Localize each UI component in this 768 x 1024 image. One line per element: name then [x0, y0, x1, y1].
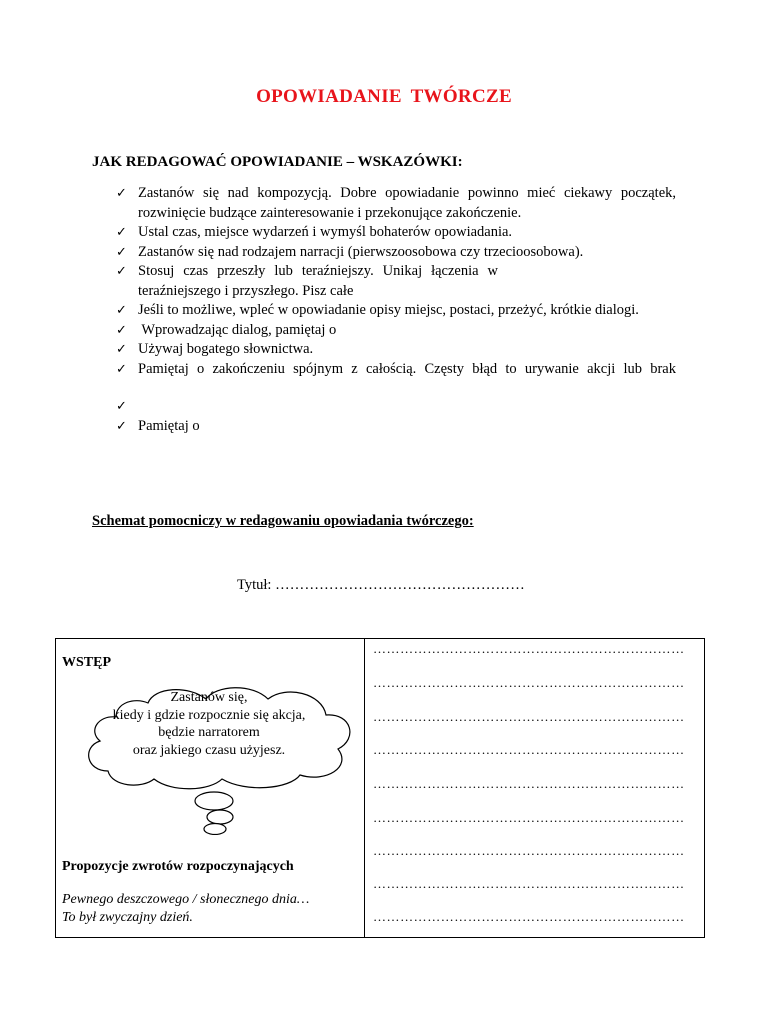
tip-item	[116, 321, 676, 341]
tip-item	[116, 360, 676, 380]
check-icon: ✓	[116, 361, 127, 377]
check-icon: ✓	[116, 418, 127, 434]
tips-list	[116, 184, 676, 436]
page-title: OPOWIADANIE TWÓRCZE	[256, 86, 512, 107]
check-icon: ✓	[116, 399, 127, 414]
tip-text: rozwinięcie budzące zainteresowanie i przekonujące zakończenie.	[138, 204, 522, 221]
writing-line[interactable]: ……………………………………………………………	[373, 843, 685, 858]
title-field[interactable]	[237, 577, 525, 594]
title-field-dots: ……………………………………………	[275, 577, 525, 593]
tip-text: Zastanów się nad rodzajem narracji (pierwszoosobowa czy trzecioosobowa).	[138, 243, 584, 260]
writing-line[interactable]: ……………………………………………………………	[373, 709, 685, 724]
tip-item	[116, 340, 676, 360]
writing-line[interactable]: ……………………………………………………………	[373, 776, 685, 791]
writing-area[interactable]	[365, 639, 704, 937]
cloud-text-line: kiedy i gdzie rozpocznie się akcja,	[112, 707, 306, 723]
tip-continuation	[116, 282, 676, 302]
writing-line[interactable]: ……………………………………………………………	[373, 909, 685, 924]
intro-section-box	[55, 638, 705, 938]
tip-text: Ustal czas, miejsce wydarzeń i wymyśl bohaterów opowiadania.	[138, 224, 513, 240]
tip-text: Jeśli to możliwe, wpleć w opowiadanie opisy miejsc, postaci, przeżyć, krótkie dialogi.	[138, 302, 639, 318]
tip-item	[116, 262, 498, 282]
tip-item	[116, 223, 676, 243]
writing-line[interactable]: ……………………………………………………………	[373, 641, 685, 656]
tip-item	[116, 301, 676, 321]
tip-text: Pamiętaj o zakończeniu spójnym z całością. Częsty błąd to urywanie akcji lub brak	[138, 360, 676, 377]
cloud-text-line: Zastanów się,	[170, 690, 248, 705]
tip-item	[116, 184, 676, 204]
tip-text: Stosuj czas przeszły lub teraźniejszy. Unikaj łączenia w	[138, 263, 498, 279]
title-field-label: Tytuł:	[237, 577, 276, 593]
check-icon: ✓	[116, 342, 127, 357]
writing-line[interactable]: ……………………………………………………………	[373, 742, 685, 757]
section-label: WSTĘP	[62, 655, 112, 670]
phrase-example: To był zwyczajny dzień.	[62, 909, 193, 925]
check-icon: ✓	[116, 303, 127, 318]
tip-text: Zastanów się nad kompozycją. Dobre opowiadanie powinno mieć ciekawy początek,	[138, 185, 676, 201]
tips-heading: JAK REDAGOWAĆ OPOWIADANIE – WSKAZÓWKI:	[92, 154, 463, 170]
check-icon: ✓	[116, 264, 127, 279]
check-icon: ✓	[116, 225, 127, 240]
phrases-heading: Propozycje zwrotów rozpoczynających	[62, 859, 294, 874]
tip-item	[116, 243, 676, 263]
tip-item	[116, 417, 676, 437]
cloud-text-line: będzie narratorem	[158, 725, 260, 740]
tip-continuation	[116, 204, 676, 224]
intro-instructions-column	[56, 639, 364, 937]
check-icon: ✓	[116, 322, 127, 338]
writing-line[interactable]: ……………………………………………………………	[373, 810, 685, 825]
cloud-text-line: oraz jakiego czasu użyjesz.	[132, 742, 286, 758]
schema-heading: Schemat pomocniczy w redagowaniu opowiadania twórczego:	[92, 513, 474, 529]
phrase-examples	[62, 891, 309, 926]
tip-text: Pamiętaj o	[138, 417, 200, 434]
check-icon: ✓	[116, 244, 127, 260]
tip-text: teraźniejszego i przyszłego. Pisz całe	[138, 282, 354, 299]
phrase-example: Pewnego deszczowego / słonecznego dnia…	[62, 892, 310, 907]
writing-line[interactable]: ……………………………………………………………	[373, 675, 685, 690]
writing-line[interactable]: ……………………………………………………………	[373, 876, 685, 891]
cloud-text	[84, 689, 334, 759]
tip-text: Wprowadzając dialog, pamiętaj o	[138, 321, 337, 338]
check-icon: ✓	[116, 186, 127, 201]
tip-text: Używaj bogatego słownictwa.	[138, 341, 314, 357]
tip-item	[116, 397, 676, 417]
